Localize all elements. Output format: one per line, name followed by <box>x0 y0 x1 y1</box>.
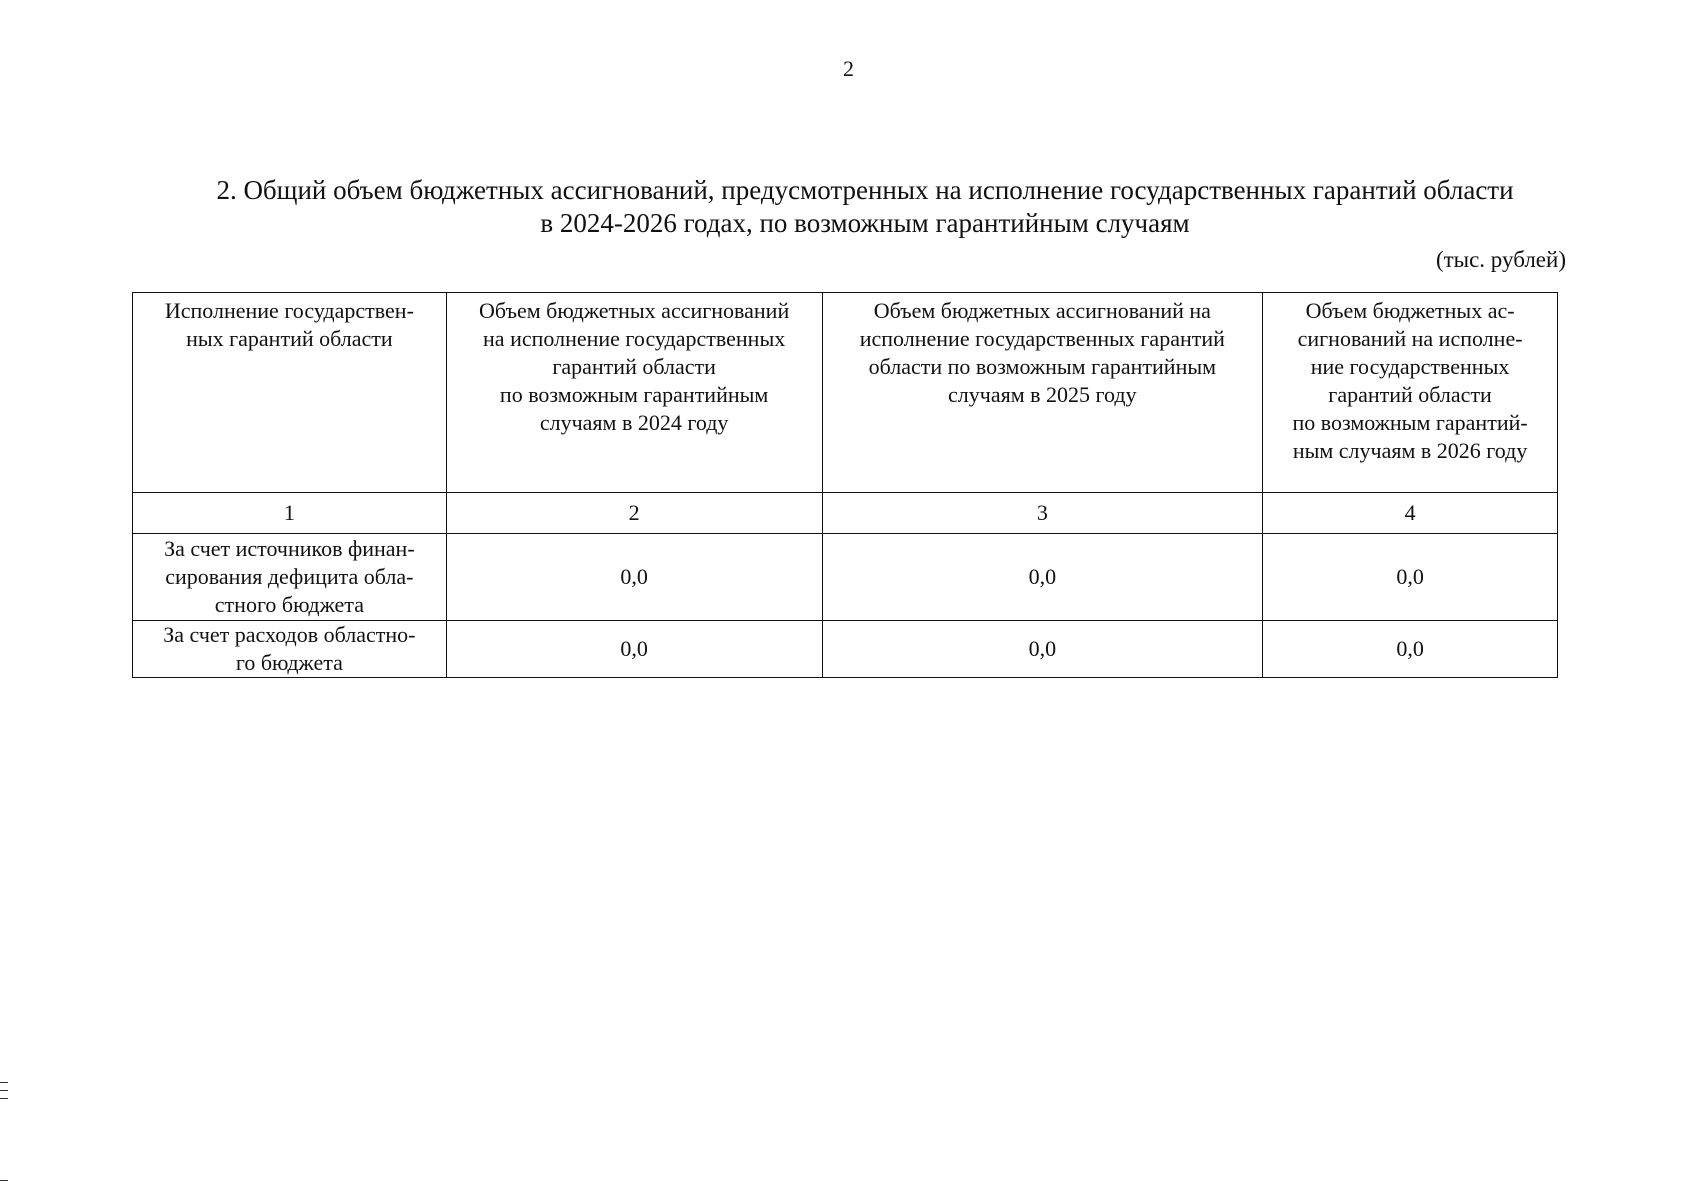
row-value-2024: 0,0 <box>446 534 822 621</box>
row-value-2026: 0,0 <box>1263 534 1558 621</box>
column-number: 3 <box>822 493 1263 534</box>
margin-tick <box>0 1090 8 1091</box>
section-title <box>150 174 1580 240</box>
header-col-4: Объем бюджетных ас- сигнований на исполне- ние государственных гарантий области по возможным гарантий- ным случаям в 2026 году <box>1263 293 1558 493</box>
header-col-3: Объем бюджетных ассигнований на исполнение государственных гарантий области по возможным гарантийным случаям в 2025 году <box>822 293 1263 493</box>
table-header-row <box>133 293 1558 493</box>
header-col-1: Исполнение государствен- ных гарантий области <box>133 293 447 493</box>
row-label: За счет расходов областно- го бюджета <box>133 621 447 678</box>
column-number: 1 <box>133 493 447 534</box>
page-number: 2 <box>843 56 854 81</box>
column-number-row <box>133 493 1558 534</box>
row-value-2026: 0,0 <box>1263 621 1558 678</box>
column-number: 2 <box>446 493 822 534</box>
column-number: 4 <box>1263 493 1558 534</box>
margin-tick <box>0 1180 8 1181</box>
margin-tick <box>0 1098 8 1099</box>
units-note: (тыс. рублей) <box>1435 247 1566 272</box>
section-title-line-1: 2. Общий объем бюджетных ассигнований, предусмотренных на исполнение государственных гарантий области <box>216 175 1514 205</box>
header-col-2: Объем бюджетных ассигнований на исполнение государственных гарантий области по возможным гарантийным случаям в 2024 году <box>446 293 822 493</box>
row-value-2025: 0,0 <box>822 621 1263 678</box>
row-value-2024: 0,0 <box>446 621 822 678</box>
margin-tick <box>0 1082 8 1083</box>
section-title-line-2: в 2024-2026 годах, по возможным гарантийным случаям <box>540 208 1190 238</box>
guarantees-table <box>132 292 1558 678</box>
row-value-2025: 0,0 <box>822 534 1263 621</box>
row-label: За счет источников финан- сирования дефицита обла- стного бюджета <box>133 534 447 621</box>
table-row <box>133 621 1558 678</box>
table-row <box>133 534 1558 621</box>
